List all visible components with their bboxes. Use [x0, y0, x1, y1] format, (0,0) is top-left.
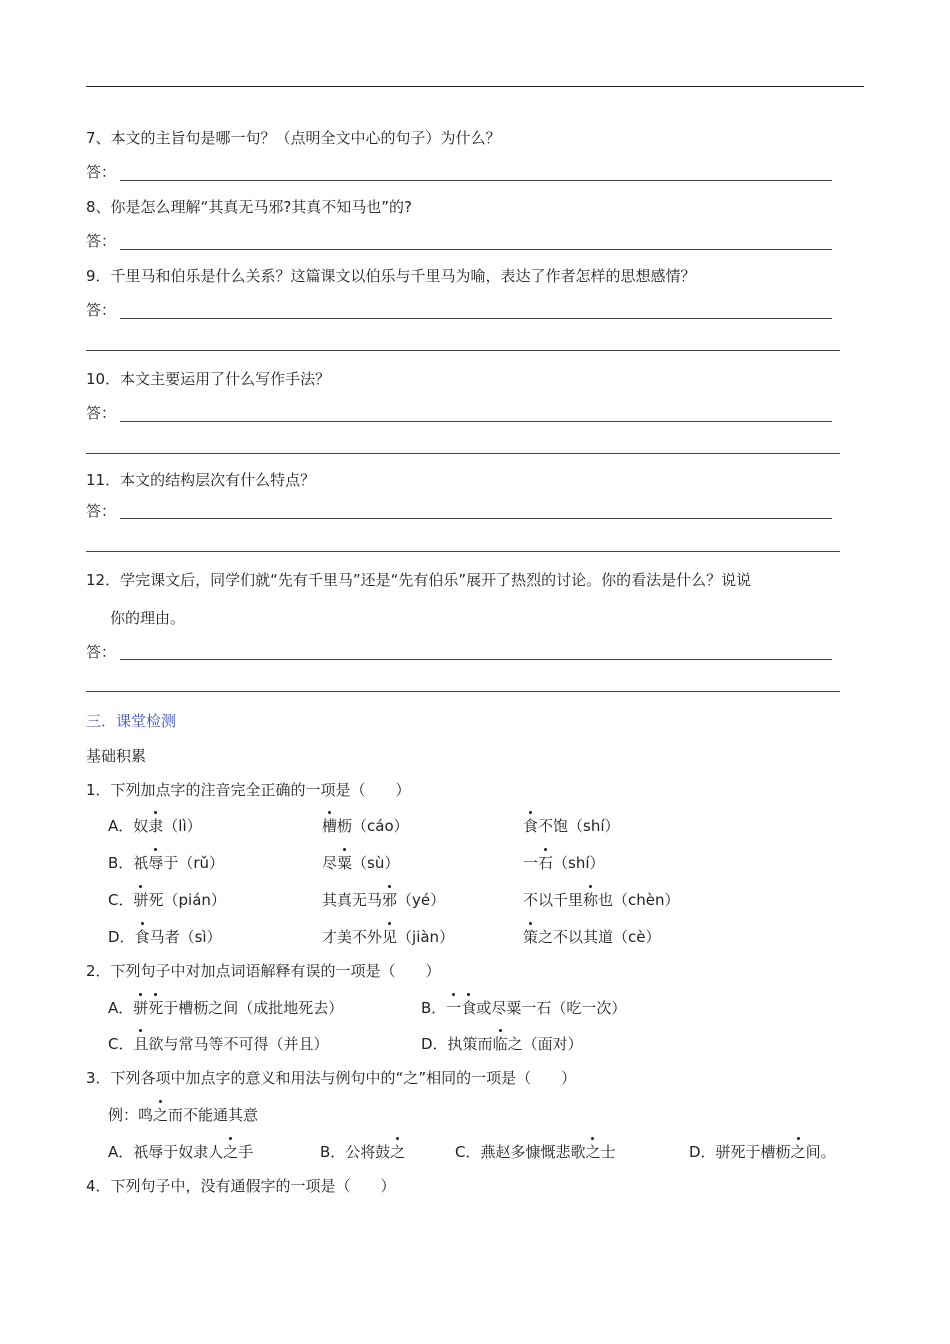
answer-line[interactable]: [86, 551, 840, 552]
option-1a-col3: 食不饱（shí）: [523, 817, 620, 835]
mc-question-2-stem: 2．下列句子中对加点词语解释有误的一项是（ ）: [86, 962, 441, 980]
option-2c[interactable]: C．且欲与常马等不可得（并且）: [108, 1035, 329, 1053]
option-2b[interactable]: B．一食或尽粟一石（吃一次）: [421, 999, 627, 1017]
option-1d-col1[interactable]: D．食马者（sì）: [108, 928, 222, 946]
question-12-continued: 你的理由。: [110, 609, 186, 627]
option-2a[interactable]: A．骈死于槽枥之间（成批地死去）: [108, 999, 344, 1017]
option-1a-col1[interactable]: A．奴隶（lì）: [108, 817, 202, 835]
answer-label: 答：: [86, 163, 117, 181]
example-sentence: 例：鸣之而不能通其意: [108, 1106, 259, 1124]
answer-line[interactable]: [120, 421, 832, 422]
mc-question-4-stem: 4．下列句子中，没有通假字的一项是（ ）: [86, 1177, 396, 1195]
question-8: 8、你是怎么理解“其真无马邪?其真不知马也”的?: [86, 198, 413, 216]
option-1b-col2: 尽粟（sù）: [322, 854, 400, 872]
question-9: 9．千里马和伯乐是什么关系？这篇课文以伯乐与千里马为喻，表达了作者怎样的思想感情？: [86, 267, 696, 285]
answer-line[interactable]: [120, 318, 832, 319]
answer-line[interactable]: [120, 249, 832, 250]
mc-question-3-stem: 3．下列各项中加点字的意义和用法与例句中的“之”相同的一项是（ ）: [86, 1069, 577, 1087]
option-1c-col1[interactable]: C．骈死（pián）: [108, 891, 226, 909]
option-1c-col3: 不以千里称也（chèn）: [523, 891, 680, 909]
answer-line[interactable]: [120, 180, 832, 181]
option-3a[interactable]: A．祇辱于奴隶人之手: [108, 1143, 254, 1161]
answer-label: 答：: [86, 232, 117, 250]
option-1d-col3: 策之不以其道（cè）: [523, 928, 661, 946]
question-10: 10．本文主要运用了什么写作手法？: [86, 370, 331, 388]
option-3c[interactable]: C．燕赵多慷慨悲歌之士: [455, 1143, 616, 1161]
section-subtitle: 基础积累: [86, 747, 147, 765]
answer-label: 答：: [86, 643, 117, 661]
answer-line[interactable]: [86, 350, 840, 351]
option-3d[interactable]: D．骈死于槽枥之间。: [689, 1143, 836, 1161]
answer-label: 答：: [86, 502, 117, 520]
option-3b[interactable]: B．公将鼓之: [320, 1143, 406, 1161]
question-7: 7、本文的主旨句是哪一句？（点明全文中心的句子）为什么？: [86, 129, 501, 147]
answer-line[interactable]: [120, 659, 832, 660]
option-1c-col2: 其真无马邪（yé）: [322, 891, 446, 909]
option-1a-col2: 槽枥（cáo）: [322, 817, 409, 835]
question-11: 11．本文的结构层次有什么特点？: [86, 471, 316, 489]
answer-line[interactable]: [86, 691, 840, 692]
answer-label: 答：: [86, 301, 117, 319]
answer-line[interactable]: [120, 518, 832, 519]
section-title: 三．课堂检测: [86, 712, 177, 730]
option-1b-col1[interactable]: B．祇辱于（rǔ）: [108, 854, 225, 872]
answer-label: 答：: [86, 404, 117, 422]
question-12: 12．学完课文后，同学们就“先有千里马”还是“先有伯乐”展开了热烈的讨论。你的看法是什么？说说: [86, 571, 752, 589]
answer-line[interactable]: [86, 453, 840, 454]
option-2d[interactable]: D．执策而临之（面对）: [421, 1035, 583, 1053]
header-rule: [86, 86, 864, 87]
option-1d-col2: 才美不外见（jiàn）: [322, 928, 455, 946]
mc-question-1-stem: 1．下列加点字的注音完全正确的一项是（ ）: [86, 781, 411, 799]
option-1b-col3: 一石（shí）: [523, 854, 605, 872]
